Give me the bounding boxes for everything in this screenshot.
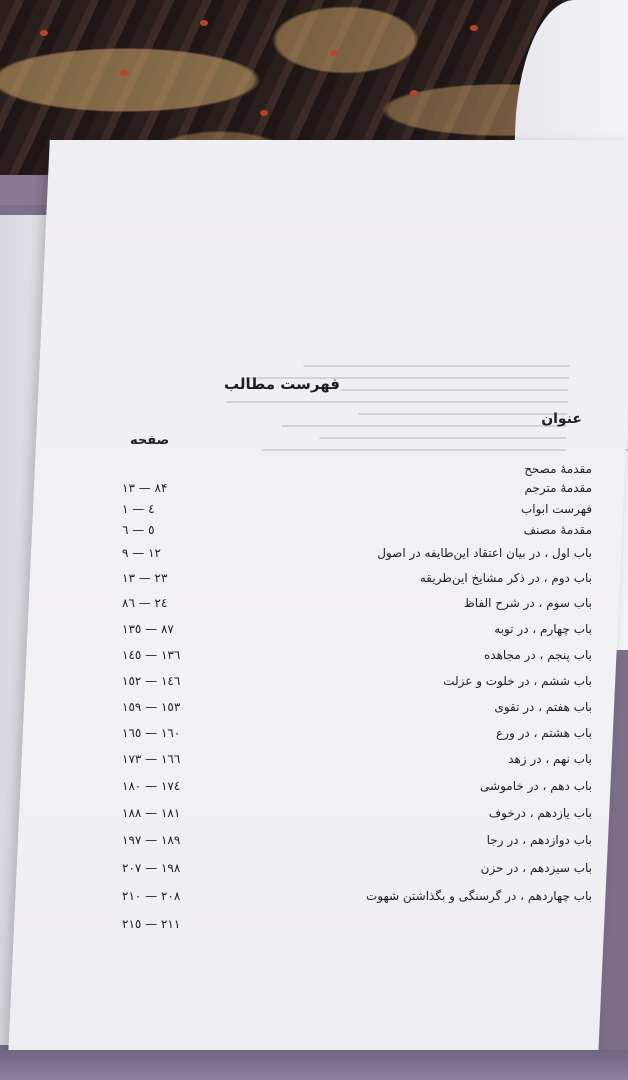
toc-entry-title: باب سیزدهم ، در حزن	[480, 861, 592, 875]
toc-entry-pages: ١٦٦ — ١٧٣	[122, 752, 181, 766]
toc-entry-title: مقدمهٔ مترجم	[524, 481, 592, 495]
toc-entry	[122, 668, 592, 694]
toc-header	[122, 411, 592, 433]
toc-entry	[122, 826, 592, 854]
toc-entry	[122, 910, 592, 938]
toc-entry-title: باب چهارم ، در توبه	[494, 622, 592, 636]
toc-entry-pages: ١٨٩ — ١٩٧	[122, 833, 181, 847]
toc-entry-pages: ١٨١ — ١٨٨	[122, 805, 181, 820]
toc-entry	[122, 565, 592, 590]
toc-entry-pages: ١٩٨ — ٢٠٧	[122, 861, 181, 875]
toc-entry	[122, 772, 592, 799]
toc-entry-pages: ۱۳ — ۸۴	[122, 481, 168, 495]
toc-entry	[122, 854, 592, 882]
toc-entry-pages: ۱ — ٤	[122, 501, 155, 516]
table-of-contents	[122, 375, 592, 938]
toc-entry	[122, 590, 592, 616]
toc-entry	[122, 478, 592, 498]
toc-entry-pages: ٢٠٨ — ٢١٠	[122, 889, 181, 903]
toc-entry-title: مقدمهٔ مصحح	[524, 461, 592, 476]
toc-entry-pages: ۹ — ۱۲	[122, 546, 161, 560]
toc-entry	[122, 541, 592, 565]
toc-entry	[122, 498, 592, 519]
toc-entry-pages: ١٥٣ — ١٥٩	[122, 700, 181, 714]
toc-entry-title: باب هشتم ، در ورع	[496, 726, 592, 740]
toc-entry-pages: ١٦٠ — ١٦٥	[122, 726, 181, 740]
toc-entry	[122, 616, 592, 642]
toc-entry-title: باب سوم ، در شرح الفاظ	[463, 596, 592, 610]
toc-entry-title: باب ششم ، در خلوت و عزلت	[443, 674, 592, 688]
toc-entry-pages: ١٧٤ — ١٨٠	[122, 778, 181, 793]
toc-entry-title: باب چهاردهم ، در گرسنگی و بگذاشتن شهوت	[366, 889, 592, 903]
toc-entry-pages: ٢١١ — ٢١٥	[122, 917, 181, 931]
toc-title: فهرست مطالب	[224, 375, 340, 393]
column-header-page: صفحه	[130, 433, 170, 448]
toc-entry-pages: ١٣٦ — ١٤٥	[122, 648, 181, 662]
toc-entry-title: باب پنجم ، در مجاهده	[484, 648, 592, 662]
toc-entry-pages: ۱۳ — ۲۳	[122, 570, 168, 585]
toc-entries	[122, 459, 592, 938]
toc-entry	[122, 720, 592, 746]
toc-entry-pages: ٢٤ — ٨٦	[122, 596, 168, 610]
toc-entry-title: باب نهم ، در زهد	[508, 752, 592, 766]
toc-entry	[122, 882, 592, 910]
toc-entry-title: باب دوم ، در ذکر مشایخ این‌طریقه	[419, 570, 592, 585]
toc-entry-title: باب دوازدهم ، در رجا	[486, 833, 592, 847]
toc-entry-title: باب هفتم ، در تقوی	[494, 700, 592, 714]
toc-entry	[122, 746, 592, 772]
toc-entry-title: مقدمهٔ مصنف	[523, 523, 592, 537]
toc-entry-pages: ٨٧ — ١٣٥	[122, 622, 174, 636]
column-header-title: عنوان	[541, 411, 582, 427]
toc-entry	[122, 799, 592, 826]
toc-entry-title: فهرست ابواب	[520, 501, 592, 516]
toc-entry-title: باب دهم ، در خاموشی	[480, 778, 592, 793]
toc-entry-pages: ١٤٦ — ١٥٢	[122, 674, 181, 688]
page-bottom-edge	[0, 1050, 628, 1080]
toc-entry	[122, 459, 592, 478]
toc-entry-title: باب اول ، در بیان اعتقاد این‌طایفه در اصول	[377, 546, 592, 560]
toc-entry	[122, 694, 592, 720]
toc-entry-pages: ٥ — ٦	[122, 523, 155, 537]
toc-entry-title: باب یازدهم ، درخوف	[488, 805, 592, 820]
toc-entry	[122, 642, 592, 668]
toc-entry	[122, 519, 592, 541]
